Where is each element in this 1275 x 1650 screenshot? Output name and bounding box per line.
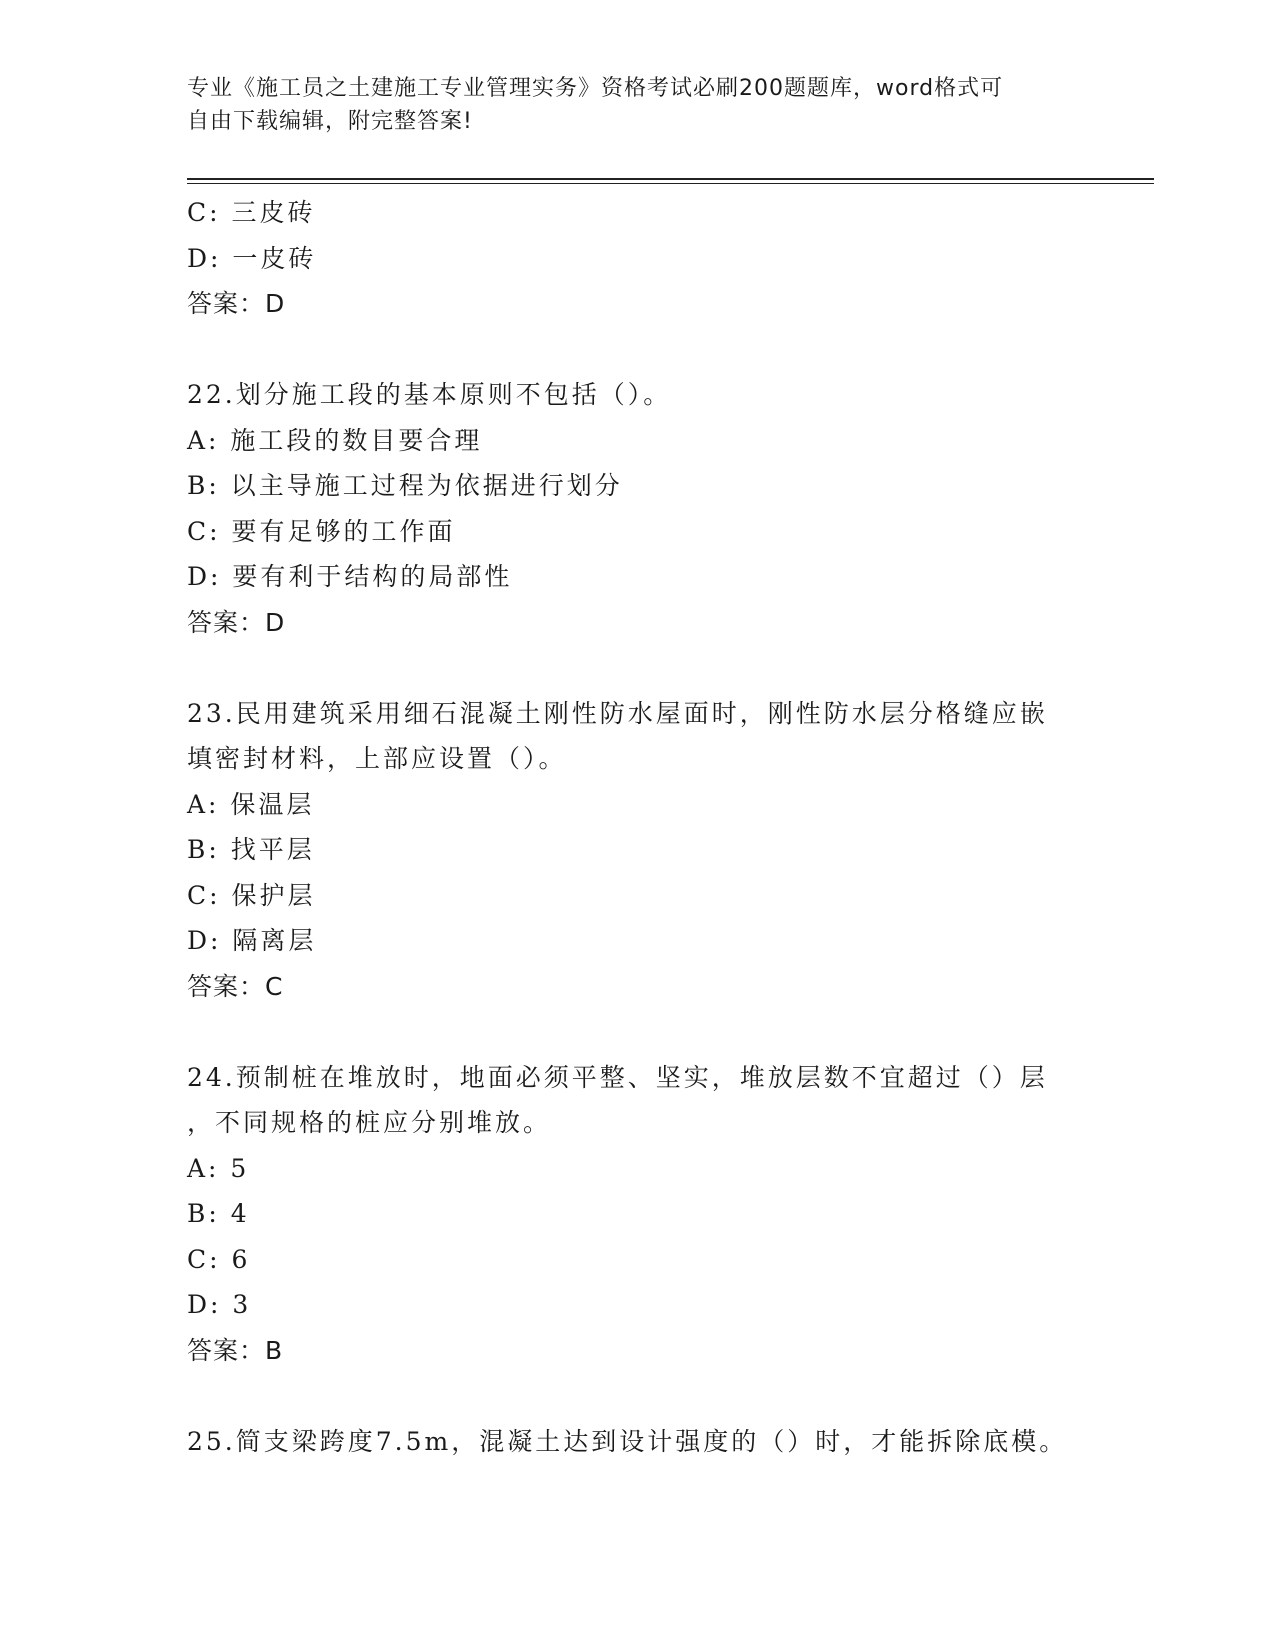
header-line-1: 专业《施工员之土建施工专业管理实务》资格考试必刷200题题库，word格式可: [187, 76, 1004, 101]
answer-line: 答案：D: [187, 289, 286, 318]
answer-line: 答案：D: [187, 607, 286, 637]
spacer: [187, 1373, 1087, 1419]
option-a: A: 保温层: [187, 789, 315, 819]
spacer: [187, 645, 1087, 691]
question-24: [187, 1055, 1087, 1374]
question-text: 25.简支梁跨度7.5m，混凝土达到设计强度的（）时，才能拆除底模。: [187, 1426, 1068, 1456]
question-text-line-1: 24.预制桩在堆放时，地面必须平整、坚实，堆放层数不宜超过（）层: [187, 1062, 1048, 1092]
option-d: D: 一皮砖: [187, 243, 317, 273]
option-c: C: 保护层: [187, 880, 316, 910]
option-d: D: 要有利于结构的局部性: [187, 562, 513, 591]
header-rule-thick: [187, 178, 1154, 180]
document-body: [187, 190, 1087, 1464]
question-25: [187, 1419, 1087, 1465]
option-b: B: 4: [187, 1199, 250, 1228]
option-c: C: 6: [187, 1244, 251, 1274]
question-23: [187, 691, 1087, 1010]
answer-line: 答案：C: [187, 971, 284, 1001]
question-text-line-1: 23.民用建筑采用细石混凝土刚性防水屋面时，刚性防水层分格缝应嵌: [187, 698, 1048, 728]
question-21-tail: [187, 190, 1087, 327]
spacer: [187, 327, 1087, 373]
question-text: 22.划分施工段的基本原则不包括（）。: [187, 380, 672, 409]
option-b: B: 以主导施工过程为依据进行划分: [187, 471, 623, 500]
option-d: D: 隔离层: [187, 926, 317, 955]
option-d: D: 3: [187, 1290, 252, 1319]
option-c: C: 三皮砖: [187, 198, 316, 227]
option-a: A: 施工段的数目要合理: [187, 425, 483, 455]
document-header: [187, 72, 1087, 138]
question-22: [187, 372, 1087, 645]
answer-line: 答案：B: [187, 1335, 284, 1365]
question-text-line-2: 填密封材料，上部应设置（）。: [187, 744, 567, 773]
option-b: B: 找平层: [187, 835, 315, 864]
question-text-line-2: ，不同规格的桩应分别堆放。: [187, 1108, 552, 1137]
header-rule-thin: [187, 183, 1154, 184]
header-line-2: 自由下载编辑，附完整答案!: [187, 109, 473, 134]
option-c: C: 要有足够的工作面: [187, 516, 456, 546]
spacer: [187, 1009, 1087, 1055]
option-a: A: 5: [187, 1153, 250, 1183]
